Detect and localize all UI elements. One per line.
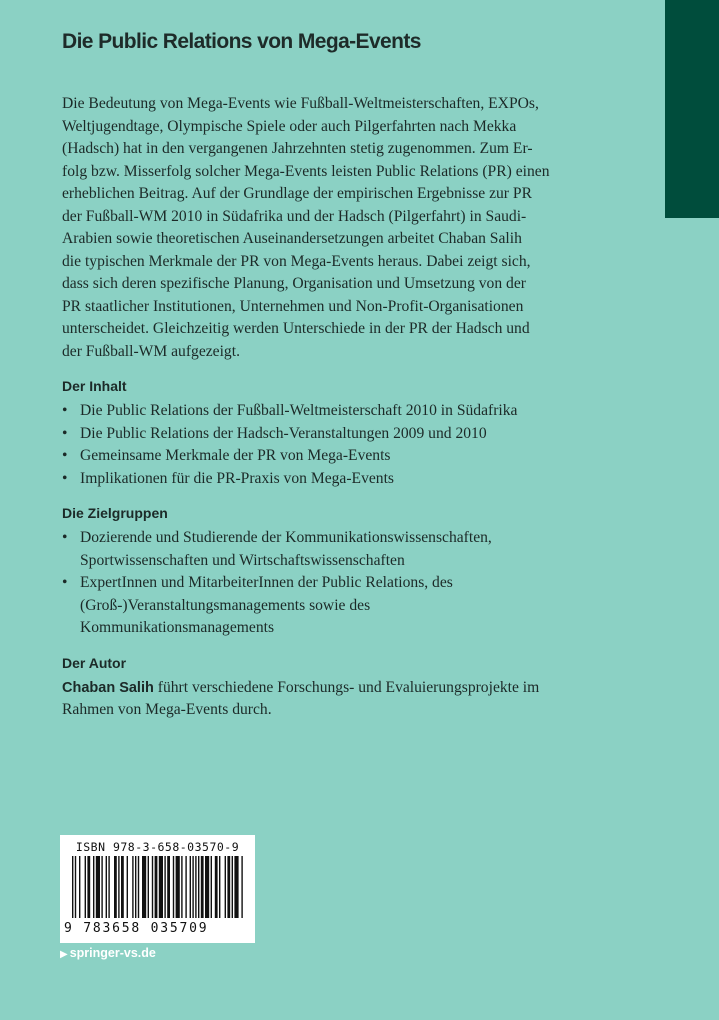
website-url: springer-vs.de [69, 946, 156, 960]
barcode-bar [72, 856, 73, 918]
barcode-bar [108, 856, 109, 918]
audience-item [62, 527, 594, 572]
description-line: folg bzw. Misserfolg solcher Mega-Events leisten Public Relations (PR) einen [62, 162, 550, 180]
book-title: Die Public Relations von Mega-Events [62, 30, 421, 53]
description-line: Arabien sowie theoretischen Auseinandersetzungen arbeitet Chaban Salih [62, 230, 522, 247]
barcode-bar [201, 856, 204, 918]
author-bio-line: Rahmen von Mega-Events durch. [62, 701, 272, 718]
contents-item: • Implikationen für die PR-Praxis von Mega-Events [62, 468, 594, 491]
barcode-bar [101, 856, 102, 918]
author-heading: Der Autor [62, 654, 127, 671]
description-line: Weltjugendtage, Olympische Spiele oder auch Pilgerfahrten nach Mekka [62, 117, 517, 135]
barcode-bar [114, 856, 117, 918]
audience-item [62, 572, 594, 640]
barcode-bar [211, 856, 212, 918]
barcode-bar [96, 856, 100, 918]
barcode-bar [85, 856, 86, 918]
barcode-bar [225, 856, 226, 918]
barcode-bar [155, 856, 158, 918]
contents-list [62, 400, 594, 490]
ean-digits: 9 783658 035709 [64, 921, 209, 936]
barcode-bar [234, 856, 238, 918]
arrow-right-icon: ▶ [60, 949, 68, 960]
barcode-bar [93, 856, 94, 918]
barcode-bar [87, 856, 90, 918]
barcode-bar [159, 856, 163, 918]
barcode-bar [219, 856, 220, 918]
audience-item-line: (Groß-)Veranstaltungsmanagements sowie des [80, 596, 371, 614]
audience-heading: Die Zielgruppen [62, 505, 168, 521]
barcode-bar [173, 856, 174, 918]
audience-item-line: Sportwissenschaften und Wirtschaftswissenschaften [80, 551, 405, 569]
barcode-bar [190, 856, 191, 918]
description-line: unterscheidet. Gleichzeitig werden Unterschiede in der PR der Hadsch und [62, 320, 530, 337]
barcode-bars [72, 856, 244, 918]
audience-list [62, 527, 594, 640]
book-description [62, 93, 594, 363]
author-name: Chaban Salih [62, 679, 154, 696]
description-line: Die Bedeutung von Mega-Events wie Fußball-Weltmeisterschaften, EXPOs, [62, 95, 539, 112]
spine-accent-tab [665, 0, 719, 218]
barcode-bar [152, 856, 153, 918]
contents-item: • Die Public Relations der Fußball-Weltmeisterschaft 2010 in Südafrika [62, 400, 594, 423]
barcode-bar [232, 856, 233, 918]
barcode-bar [135, 856, 136, 918]
barcode-bar [215, 856, 218, 918]
barcode-bar [121, 856, 124, 918]
description-line: die typischen Merkmale der PR von Mega-Events heraus. Dabei zeigt sich, [62, 252, 531, 270]
back-cover-content [62, 93, 594, 722]
barcode-bar [75, 856, 76, 918]
contents-item: • Gemeinsame Merkmale der PR von Mega-Events [62, 445, 594, 468]
description-line: der Fußball-WM aufgezeigt. [62, 342, 240, 360]
barcode-bar [241, 856, 242, 918]
barcode-bar [205, 856, 209, 918]
isbn-label: ISBN 978-3-658-03570-9 [75, 840, 240, 854]
contents-item: • Die Public Relations der Hadsch-Veranstaltungen 2009 und 2010 [62, 423, 594, 446]
barcode-bar [106, 856, 107, 918]
description-line: PR staatlicher Institutionen, Unternehmen und Non-Profit-Organisationen [62, 297, 524, 315]
barcode-bar [127, 856, 128, 918]
description-line: (Hadsch) hat in den vergangenen Jahrzehnten stetig zugenommen. Zum Er- [62, 140, 533, 157]
barcode-bar [181, 856, 182, 918]
publisher-website[interactable] [60, 946, 156, 960]
barcode-bar [79, 856, 80, 918]
barcode-bar [227, 856, 230, 918]
contents-heading: Der Inhalt [62, 378, 127, 394]
description-line: erheblichen Beitrag. Auf der Grundlage der empirischen Ergebnisse zur PR [62, 185, 532, 202]
author-bio-line: führt verschiedene Forschungs- und Evaluierungsprojekte im [153, 678, 540, 696]
barcode-bar [164, 856, 165, 918]
barcode-bar [167, 856, 170, 918]
barcode-bar [176, 856, 180, 918]
barcode-bar [138, 856, 139, 918]
barcode-bar [118, 856, 119, 918]
barcode-bar [185, 856, 186, 918]
description-line: der Fußball-WM 2010 in Südafrika und der Hadsch (Pilgerfahrt) in Saudi- [62, 207, 527, 225]
isbn-barcode [60, 835, 255, 943]
author-bio [62, 677, 594, 722]
barcode-bar [192, 856, 193, 918]
barcode-bar [132, 856, 133, 918]
description-line: dass sich deren spezifische Planung, Organisation und Umsetzung von der [62, 275, 526, 292]
barcode-bar [148, 856, 149, 918]
barcode-bar [142, 856, 146, 918]
barcode-bar [198, 856, 199, 918]
audience-item-line: ExpertInnen und MitarbeiterInnen der Public Relations, des [80, 574, 453, 591]
audience-item-line: Kommunikationsmanagements [80, 619, 275, 636]
barcode-bar [195, 856, 196, 918]
audience-item-line: Dozierende und Studierende der Kommunikationswissenschaften, [80, 529, 492, 546]
